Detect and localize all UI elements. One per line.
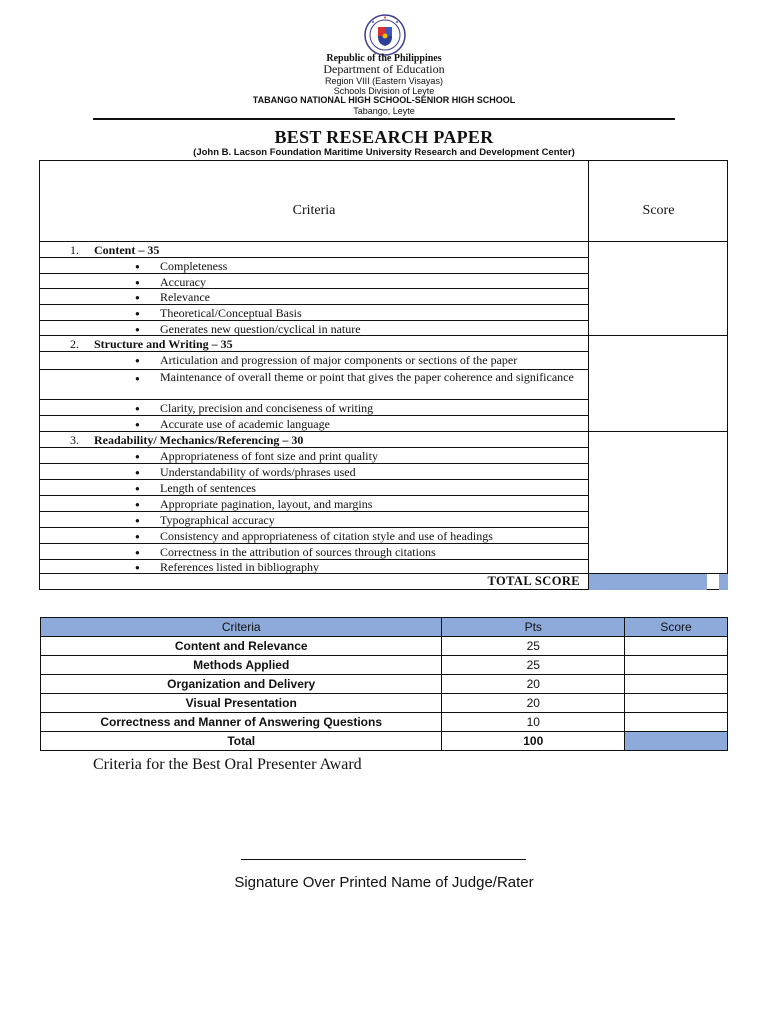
header-republic: Republic of the Philippines — [326, 53, 442, 64]
total-score-cell[interactable] — [589, 574, 707, 590]
total-pts-cell: 100 — [442, 732, 625, 751]
list-item: Articulation and progression of major components or sections of the paper — [160, 353, 518, 367]
score-cell[interactable] — [625, 656, 728, 675]
bullet-icon: ● — [135, 374, 140, 383]
row-divider — [40, 431, 727, 432]
row-divider — [40, 399, 588, 400]
section-number: 2. — [70, 337, 79, 351]
bullet-icon: ● — [135, 293, 140, 302]
list-item: Relevance — [160, 290, 210, 304]
row-divider — [40, 304, 588, 305]
bullet-icon: ● — [135, 468, 140, 477]
bullet-icon: ● — [135, 278, 140, 287]
criteria-cell: Content and Relevance — [41, 637, 442, 656]
table-row — [41, 656, 728, 675]
list-item: Appropriateness of font size and print quality — [160, 449, 378, 463]
list-item: Typographical accuracy — [160, 513, 275, 527]
score-column-divider — [588, 161, 589, 589]
list-item: Understandability of words/phrases used — [160, 465, 356, 479]
research-criteria-table — [39, 160, 728, 590]
bullet-icon: ● — [135, 548, 140, 557]
list-item: Correctness in the attribution of sources through citations — [160, 545, 436, 559]
deped-seal-icon — [364, 14, 406, 56]
list-item: Consistency and appropriateness of citation style and use of headings — [160, 529, 493, 543]
oral-score-header: Score — [625, 618, 728, 637]
pts-cell: 20 — [442, 694, 625, 713]
table-row — [41, 637, 728, 656]
research-criteria-header: Criteria — [292, 203, 336, 218]
section-readability-title: Readability/ Mechanics/Referencing – 30 — [94, 433, 304, 447]
bullet-icon: ● — [135, 500, 140, 509]
score-cell[interactable] — [625, 675, 728, 694]
header-division: Schools Division of Leyte — [333, 86, 435, 96]
total-score-label: TOTAL SCORE — [487, 574, 580, 588]
row-divider — [40, 495, 588, 496]
page-title: BEST RESEARCH PAPER — [274, 127, 494, 147]
criteria-cell: Correctness and Manner of Answering Questions — [41, 713, 442, 732]
header-department: Department of Education — [323, 62, 445, 76]
page-subtitle: (John B. Lacson Foundation Maritime University Research and Development Center) — [193, 147, 575, 158]
row-divider — [40, 320, 588, 321]
header-divider — [93, 118, 675, 120]
criteria-cell: Visual Presentation — [41, 694, 442, 713]
row-divider — [40, 543, 588, 544]
criteria-cell: Organization and Delivery — [41, 675, 442, 694]
criteria-cell: Methods Applied — [41, 656, 442, 675]
list-item: References listed in bibliography — [160, 560, 319, 574]
section-structure-title: Structure and Writing – 35 — [94, 337, 233, 351]
table-row — [41, 675, 728, 694]
total-score-cell-end — [719, 574, 728, 590]
list-item: Completeness — [160, 259, 228, 273]
table-header-row — [41, 618, 728, 637]
score-cell[interactable] — [625, 637, 728, 656]
bullet-icon: ● — [135, 356, 140, 365]
section-number: 1. — [70, 243, 79, 257]
row-divider — [40, 463, 588, 464]
bullet-icon: ● — [135, 420, 140, 429]
list-item: Length of sentences — [160, 481, 256, 495]
list-item: Generates new question/cyclical in nature — [160, 322, 361, 336]
table-total-row — [41, 732, 728, 751]
list-item: Theoretical/Conceptual Basis — [160, 306, 302, 320]
bullet-icon: ● — [135, 309, 140, 318]
bullet-icon: ● — [135, 262, 140, 271]
row-divider — [40, 527, 588, 528]
row-divider — [40, 273, 588, 274]
pts-cell: 25 — [442, 656, 625, 675]
row-divider — [40, 479, 588, 480]
signature-line[interactable] — [241, 859, 526, 860]
section-number: 3. — [70, 433, 79, 447]
row-divider — [40, 288, 588, 289]
score-cell[interactable] — [625, 713, 728, 732]
research-score-header: Score — [642, 203, 675, 218]
signature-label: Signature Over Printed Name of Judge/Rater — [234, 874, 534, 891]
score-cell[interactable] — [625, 694, 728, 713]
bullet-icon: ● — [135, 563, 140, 572]
total-label-cell: Total — [41, 732, 442, 751]
list-item: Maintenance of overall theme or point that gives the paper coherence and significance — [160, 370, 574, 384]
pts-cell: 20 — [442, 675, 625, 694]
bullet-icon: ● — [135, 452, 140, 461]
total-score-cell[interactable] — [625, 732, 728, 751]
bullet-icon: ● — [135, 325, 140, 334]
pts-cell: 10 — [442, 713, 625, 732]
section-content-title: Content – 35 — [94, 243, 160, 257]
oral-criteria-header: Criteria — [41, 618, 442, 637]
oral-award-caption: Criteria for the Best Oral Presenter Award — [93, 756, 362, 773]
row-divider — [40, 241, 727, 242]
row-divider — [40, 415, 588, 416]
bullet-icon: ● — [135, 532, 140, 541]
list-item: Accuracy — [160, 275, 206, 289]
table-row — [41, 713, 728, 732]
list-item: Appropriate pagination, layout, and margins — [160, 497, 373, 511]
bullet-icon: ● — [135, 484, 140, 493]
table-row — [41, 694, 728, 713]
list-item: Clarity, precision and conciseness of writing — [160, 401, 374, 415]
header-school: TABANGO NATIONAL HIGH SCHOOL-SENIOR HIGH SCHOOL — [252, 95, 516, 105]
header-region: Region VIII (Eastern Visayas) — [325, 76, 443, 86]
oral-criteria-table — [40, 617, 728, 751]
row-divider — [40, 511, 588, 512]
header-location: Tabango, Leyte — [353, 106, 415, 116]
row-divider — [40, 335, 727, 336]
pts-cell: 25 — [442, 637, 625, 656]
oral-pts-header: Pts — [442, 618, 625, 637]
list-item: Accurate use of academic language — [160, 417, 330, 431]
bullet-icon: ● — [135, 516, 140, 525]
bullet-icon: ● — [135, 404, 140, 413]
